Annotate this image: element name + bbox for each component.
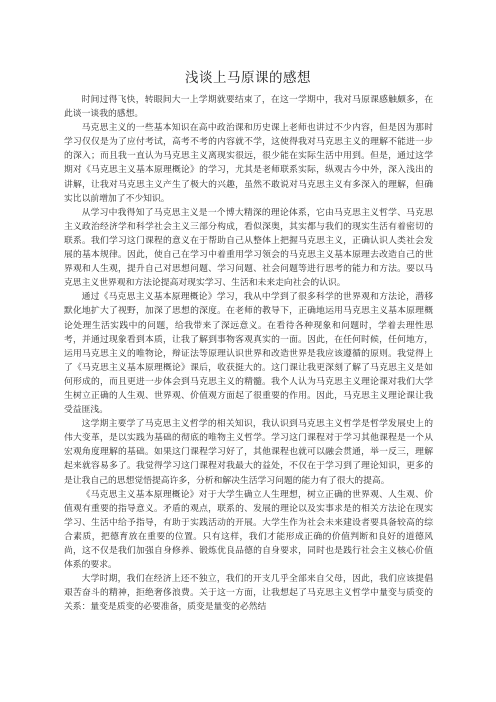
- paragraph: 大学时期，我们在经济上还不独立，我们的开支几乎全部来自父母，因此，我们应该提倡艰苦奋斗的精神，拒绝奢侈浪费。关于这一方面，让我想起了马克思主义哲学中量变与质变的关系：量变是质变的必要准备，质变是量变的必然结: [64, 574, 433, 613]
- paragraph: 通过《马克思主义基本原理概论》学习，我从中学到了很多科学的世界观和方法论，潜移默化地扩大了视野，加深了思想的深度。在老师的教导下，正确地运用马克思主义基本原理概论处理生活实践中的问题，给我带来了深远意义。在看待各种现象和问题时，学着去理性思考，并通过现象看到本质，让我了解到事物客观真实的一面。因此，在任何时候，任何地方，运用马克思主义的唯物论，辩证法等原理认识世界和改造世界是我应该遵循的原则。我觉得上了《马克思主义基本原理概论》课后，收获挺大的。这门课让我更深刻了解了马克思主义是如何形成的，而且更进一步体会到马克思主义的精髓。我个人认为马克思主义理论课对我们大学生树立正确的人生观、世界观、价值观方面起了很重要的作用。因此，马克思主义理论课让我受益匪浅。: [64, 292, 433, 416]
- page-title: 浅谈上马原课的感想: [185, 70, 311, 86]
- paragraph: 从学习中我得知了马克思主义是一个博大精深的理论体系，它由马克思主义哲学、马克思主义政治经济学和科学社会主义三部分构成，看似深奥，其实都与我们的现实生活有着密切的联系。我们学习这门课程的意义在于帮助自己从整体上把握马克思主义，正确认识人类社会发展的基本规律。因此，使自己在学习中着重用学习领会的马克思主义基本原理去改造自己的世界观和人生观，提升自己对思想问题、学习问题、社会问题等进行思考的能力和方法。要以马克思主义世界观和方法论提高对现实学习、生活和未来走向社会的认识。: [64, 207, 433, 289]
- paragraph: 时间过得飞快，转眼间大一上学期就要结束了，在这一学期中，我对马原课感触颇多，在此谈一谈我的感想。: [64, 95, 433, 120]
- document-body: [64, 93, 433, 614]
- paragraph: 《马克思主义基本原理概论》对于大学生确立人生理想，树立正确的世界观、人生观、价值观有重要的指导意义。矛盾的观点，联系的、发展的理论以及实事求是的相关方法论在现实学习、生活中给予指导，有助于实践活动的开展。大学生作为社会未来建设者要具备较高的综合素质，把德育放在重要的位置。只有这样，我们才能形成正确的价值判断和良好的道德风尚，这不仅是我们加强自身修养、锻炼优良品德的自身要求，同时也是践行社会主义核心价值体系的要求。: [64, 489, 433, 571]
- paragraph: 马克思主义的一些基本知识在高中政治课和历史课上老师也讲过不少内容，但是因为那时学习仅仅是为了应付考试，高考不考的内容就不学，这使得我对马克思主义的理解不能进一步的深入；而且我一直认为马克思主义离现实很远，很少能在实际生活中用到。但是，通过这学期对《马克思主义基本原理概论》的学习，尤其是老师联系实际，纵观古今中外，深入浅出的讲解，让我对马克思主义产生了极大的兴趣，虽然不敢说对马克思主义有多深入的理解，但确实比以前增加了不少知识。: [64, 123, 433, 204]
- paragraph: 这学期主要学了马克思主义哲学的相关知识，我认识到马克思主义哲学是哲学发展史上的伟大变革，是以实践为基础的彻底的唯物主义哲学。学习这门课程对于学习其他课程是一个从宏观角度理解的基础。如果这门课程学习好了，其他课程也就可以融会贯通，举一反三，理解起来就容易多了。我觉得学习这门课程对我最大的益处，不仅在于学习到了理论知识，更多的是让我自己的思想觉悟提高许多，分析和解决生活学习问题的能力有了很大的提高。: [64, 419, 433, 486]
